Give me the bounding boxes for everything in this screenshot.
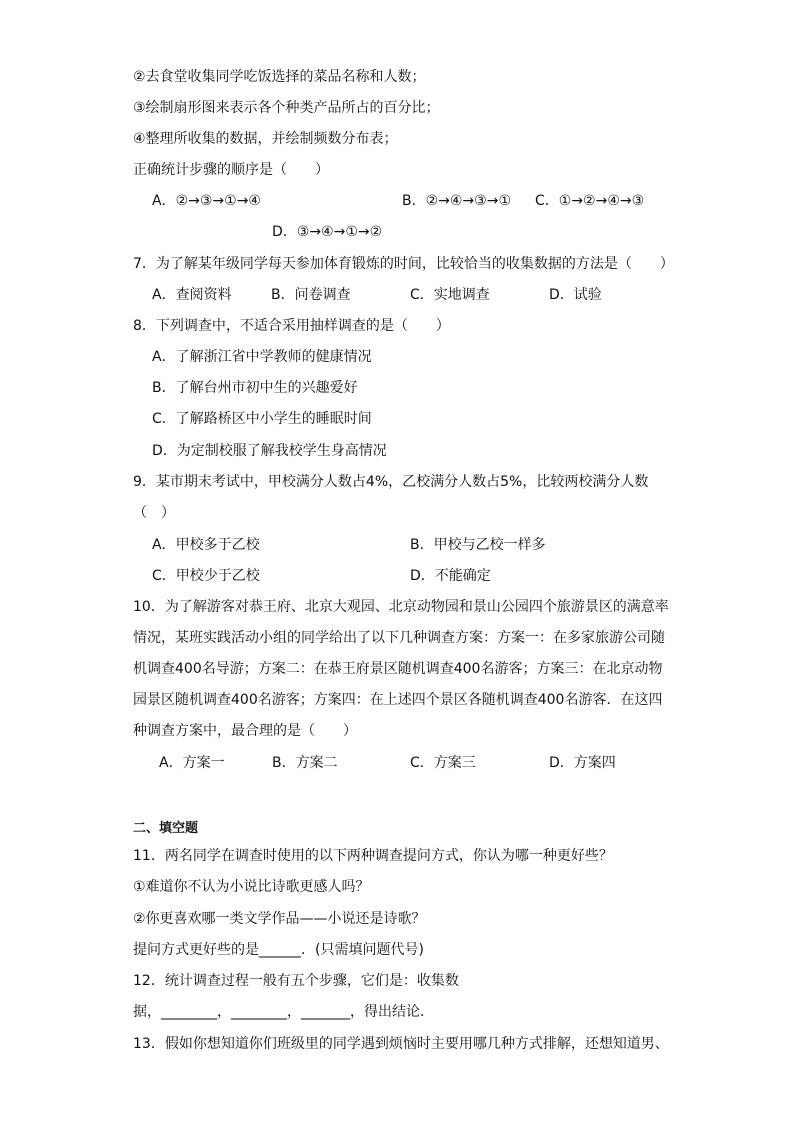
q10-stem-line-2: 情况，某班实践活动小组的同学给出了以下几种调查方案：方案一：在多家旅游公司随 (133, 630, 665, 646)
q6-option-c: C．①→②→④→③ (535, 193, 645, 209)
q8-option-c: C．了解路桥区中小学生的睡眠时间 (152, 411, 372, 427)
q10-stem-line-3: 机调查400名导游；方案二：在恭王府景区随机调查400名游客；方案三：在北京动物 (133, 661, 663, 677)
q9-stem-continued: （ ） (133, 505, 175, 521)
q10-option-d: D．方案四 (549, 755, 616, 771)
q8-stem: 8．下列调查中，不适合采用抽样调查的是（ ） (133, 318, 450, 334)
q10-option-a: A．方案一 (159, 755, 225, 771)
q10-stem-line-1: 10．为了解游客对恭王府、北京大观园、北京动物园和景山公园四个旅游景区的满意率 (133, 599, 669, 615)
q11-item-1: ①难道你不认为小说比诗歌更感人吗？ (133, 879, 370, 895)
q8-option-a: A．了解浙江省中学教师的健康情况 (152, 349, 372, 365)
q6-step-4: ④整理所收集的数据，并绘制频数分布表； (133, 131, 398, 147)
q7-option-a: A．查阅资料 (152, 287, 232, 303)
q11-answer: 提问方式更好些的是______．(只需填问题代号) (133, 942, 424, 958)
section-heading-fill-in: 二、填空题 (133, 821, 199, 836)
q9-option-c: C．甲校少于乙校 (152, 568, 260, 584)
q10-option-c: C．方案三 (410, 755, 476, 771)
q9-option-d: D．不能确定 (410, 568, 491, 584)
q7-option-b: B．问卷调查 (271, 287, 351, 303)
q13-stem: 13．假如你想知道你们班级里的同学遇到烦恼时主要用哪几种方式排解，还想知道男、 (133, 1036, 669, 1052)
q10-option-b: B．方案二 (272, 755, 338, 771)
q10-stem-line-5: 种调查方案中，最合理的是（ ） (133, 723, 357, 739)
q12-stem-continued: 据，________，________，_______，得出结论． (133, 1004, 434, 1020)
q6-step-3: ③绘制扇形图来表示各个种类产品所占的百分比； (133, 100, 440, 116)
q8-option-b: B．了解台州市初中生的兴趣爱好 (152, 380, 358, 396)
q8-option-d: D．为定制校服了解我校学生身高情况 (152, 443, 387, 459)
q6-option-d: D．③→④→①→② (272, 224, 383, 240)
q6-question: 正确统计步骤的顺序是（ ） (133, 162, 329, 178)
q11-stem: 11．两名同学在调查时使用的以下两种调查提问方式，你认为哪一种更好些？ (133, 848, 613, 864)
q9-option-b: B．甲校与乙校一样多 (410, 537, 546, 553)
q10-stem-line-4: 园景区随机调查400名游客；方案四：在上述四个景区各随机调查400名游客．在这四 (133, 692, 663, 708)
q7-option-c: C．实地调查 (410, 287, 490, 303)
q7-stem: 7．为了解某年级同学每天参加体育锻炼的时间，比较恰当的收集数据的方法是（ ） (133, 256, 674, 272)
q6-option-b: B．②→④→③→① (402, 193, 511, 209)
q11-item-2: ②你更喜欢哪一类文学作品——小说还是诗歌？ (133, 911, 426, 927)
q7-option-d: D．试验 (549, 287, 602, 303)
q9-stem: 9．某市期末考试中，甲校满分人数占4%，乙校满分人数占5%，比较两校满分人数 (133, 474, 649, 490)
q12-stem: 12．统计调查过程一般有五个步骤，它们是：收集数 (133, 973, 459, 989)
q6-option-a: A．②→③→①→④ (152, 193, 261, 209)
q6-step-2: ②去食堂收集同学吃饭选择的菜品名称和人数； (133, 69, 426, 85)
q9-option-a: A．甲校多于乙校 (152, 537, 260, 553)
